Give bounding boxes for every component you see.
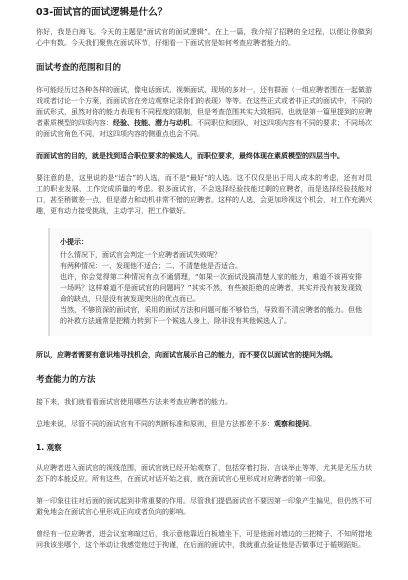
observation-paragraph: 第一印象往往对后面的面试起到非常重要的作用。尽管我们提倡面试官不要因第一印象产生偏见，但仍然不可避免地会在面试官心里形成正向或者负向的影响。 (36, 497, 372, 516)
purpose-statement: 而面试官的目的，就是找到适合职位要求的候选人，而职位要求，最终体现在素质模型的四层当中。 (36, 152, 344, 160)
tip-explanation: 也许，你会觉得第二种情况有点不通情理，“如果一次面试没搞清楚人家的能力，难道不该再安排一场吗？这样难道不是面试官的问题吗？”其实不然，有些被拒绝的应聘者，其实并没有被发现致命的缺点，只是没有被发现突出的优点而已。 (60, 273, 362, 303)
section-heading-methods: 考查能力的方法 (36, 375, 96, 385)
interview-forms-paragraph (36, 85, 372, 140)
subheading-observation: 1. 观察 (36, 443, 62, 452)
tip-note: 当然，不够资深的面试官，采用的面试方法和问题可能不够恰当，导致看不清应聘者的能力。但他的补救方法通常是把精力转到下一个候选人身上，除非没有其他候选人了。 (60, 306, 362, 325)
tip-question: 什么情况下，面试官会判定一个应聘者面试失败呢？ (60, 251, 221, 259)
methods-summary-paragraph (36, 419, 372, 430)
tip-box (48, 228, 372, 336)
interview-forms-text-after: 。不同职位和团队，对这四项内容有不同的要求；不同场次的面试官角色不同，对这四项内容的侧重点也会不同。 (36, 119, 372, 138)
interview-forms-text-before: 你可能经历过各种各样的面试，像电话面试、视频面试、现场的多对一，还有群面（一组应聘者围在一起做游戏或者讨论一个方案，而面试官在旁边观察记录你们的表现）等等。在这些正式或者非正式的面试中，不同的面试形式，虽然对你的能力表现有不同程度的限制，但是考查范围其实大致相同，也就是第一篇里提到的应聘者素质模型的四项内容： (36, 86, 372, 127)
tip-label: 小提示： (60, 238, 88, 246)
methods-summary-text-before: 总地来说，尽管不同的面试官有不同的判断标准和原则，但是方法都差不多： (36, 420, 274, 428)
methods-lead-paragraph: 接下来，我们就看看面试官使用哪些方法来考查应聘者的能力。 (36, 398, 232, 406)
scope-conclusion: 所以，应聘者需要有意识地寻找机会，向面试官展示自己的能力，而不要仅以面试官的提问为纲。 (36, 351, 337, 359)
section-heading-scope: 面试考查的范围和目的 (36, 63, 122, 73)
tip-answer: 有两种情况：一、发现他不适合；二、不清楚他是否适合。 (60, 262, 242, 270)
methods-summary-emphasis: 观察和提问 (274, 420, 309, 428)
observation-paragraph: 从应聘者进入面试官的视线范围，面试官就已经开始观察了，包括穿着打扮、言谈举止等等，尤其是无压力状态下的本能反应。所有这些，在面试对话开始之前，就在面试官心里形成对应聘者的第一印象。 (36, 464, 372, 483)
article-title: 03-面试官的面试逻辑是什么？ (36, 7, 168, 18)
observation-paragraph: 曾经有一位应聘者，进会议室寒暄过后，我示意他靠近白板墙坐下，可是他面对墙边的三把椅子，不知所措地问我该坐哪个，这个举动让我感觉他过于拘谨，在后面的面试中，我就重点验证他是否做事过于循规蹈矩。 (36, 530, 372, 549)
fit-candidate-paragraph: 要注意的是，这里说的是“适合”的人选，而不是“最好”的人选。这不仅仅是出于用人成本的考虑，还有对员工的职业发展、工作完成质量的考虑。很多面试官，不会选择经验技能过剩的应聘者，而是选择经验技能对口，甚至稍微差一点，但是潜力和动机非常不错的应聘者。这样的人选，会更加珍视这个机会，对工作充满兴趣，更有动力接受挑战，主动学习，把工作做好。 (36, 174, 372, 215)
intro-paragraph: 你好，我是白海飞。今天的主题是“面试官的面试逻辑”。在上一篇，我介绍了招聘的全过程，以便让你做到心中有数。今天我们聚焦在面试环节，仔细看一下面试官是如何考查应聘者能力的。 (36, 28, 372, 47)
quality-model-emphasis: 经验、技能、潜力与动机 (113, 119, 190, 127)
methods-summary-text-after: 。 (309, 420, 316, 428)
